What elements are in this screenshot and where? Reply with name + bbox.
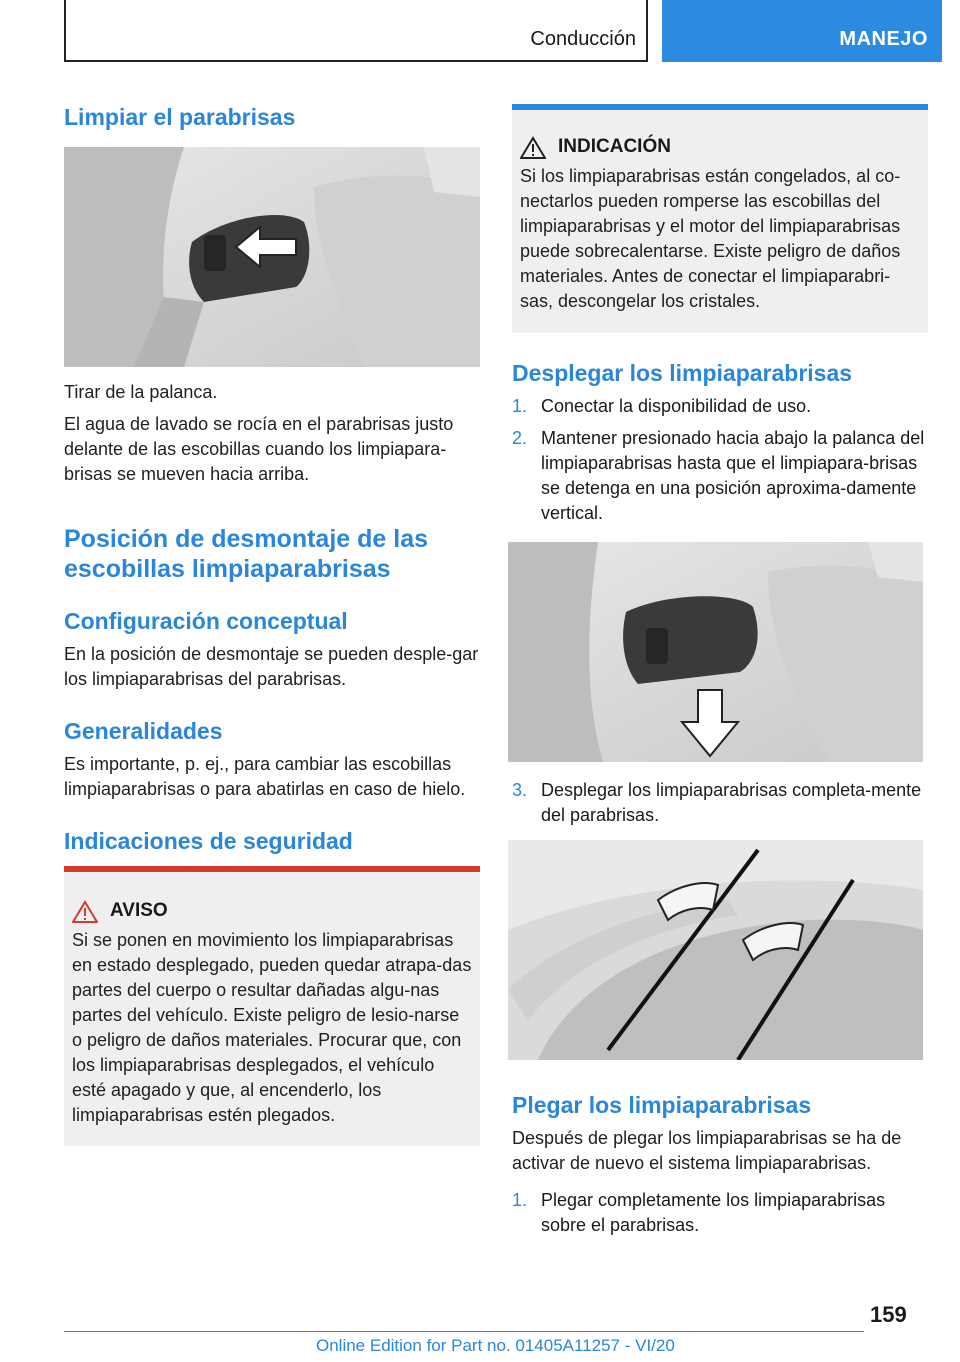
warning-aviso-box xyxy=(64,866,480,1146)
heading-plegar: Plegar los limpiaparabrisas xyxy=(512,1092,812,1118)
illustration-windshield-wipers xyxy=(508,840,923,1060)
illustration-lever-pull xyxy=(64,147,480,367)
page-number: 159 xyxy=(870,1302,907,1327)
figure-wipers-unfold xyxy=(508,840,923,1060)
list-item: 1. Conectar la disponibilidad de uso. xyxy=(512,396,812,416)
aviso-title: AVISO xyxy=(110,900,168,922)
footer-divider xyxy=(64,1331,864,1332)
indicacion-text: Si los limpiaparabrisas están congelados, al co-nectarlos pueden romperse las escobillas del limpiaparabrisas y el motor del limpiaparabrisas puede sobrecalentarse. Existe peligro de daños materiales. Antes de conectar el limpiaparabri-sas, descongelar los cristales. xyxy=(520,166,901,311)
footer-edition-text: Online Edition for Part no. 01405A11257 - VI/20 xyxy=(316,1336,675,1355)
figure-wiper-lever-down xyxy=(508,542,923,762)
indicacion-header xyxy=(520,136,920,160)
text-configuracion: En la posición de desmontaje se pueden desple-gar los limpiaparabrisas del parabrisas. xyxy=(64,644,479,689)
heading-limpiar: Limpiar el parabrisas xyxy=(64,104,296,130)
list-item: 2. Mantener presionado hacia abajo la palanca del limpiaparabrisas hasta que el limpiapara-brisas se detenga en una posición aproxima-damente vertical. xyxy=(512,428,925,523)
steps-desplegar-list xyxy=(512,394,928,524)
header-section-title: Conducción xyxy=(530,28,636,50)
aviso-header xyxy=(72,900,472,924)
heading-generalidades: Generalidades xyxy=(64,718,223,744)
text-agua-lavado: El agua de lavado se rocía en el parabrisas justo delante de las escobillas cuando los limpiapara-brisas se mueven hacia arriba. xyxy=(64,414,454,484)
text-generalidades: Es importante, p. ej., para cambiar las escobillas limpiaparabrisas o para abatirlas en caso de hielo. xyxy=(64,754,466,799)
list-item: 3. Desplegar los limpiaparabrisas completa-mente del parabrisas. xyxy=(512,780,922,825)
note-indicacion-box xyxy=(512,104,928,333)
heading-desplegar: Desplegar los limpiaparabrisas xyxy=(512,360,853,386)
indicacion-title: INDICACIÓN xyxy=(558,136,671,158)
header-left-frame xyxy=(64,0,648,62)
heading-posicion-line1: Posición de desmontaje de las xyxy=(64,525,429,553)
heading-posicion-line2: escobillas limpiaparabrisas xyxy=(64,555,391,583)
text-tirar: Tirar de la palanca. xyxy=(64,382,218,402)
heading-seguridad: Indicaciones de seguridad xyxy=(64,828,353,854)
illustration-lever-down xyxy=(508,542,923,762)
text-plegar: Después de plegar los limpiaparabrisas se ha de activar de nuevo el sistema limpiaparabrisas. xyxy=(512,1128,902,1173)
aviso-text: Si se ponen en movimiento los limpiaparabrisas en estado desplegado, pueden quedar atrapa-das partes del cuerpo o resultar dañadas algu-nas partes del vehículo. Existe peligro de lesio-narse o peligro de daños materiales. Procurar que, con los limpiaparabrisas desplegados, el vehículo esté apagado y que, al encenderlo, los limpiaparabrisas estén plegados. xyxy=(72,930,472,1125)
figure-wiper-lever-pull xyxy=(64,147,480,367)
header-chapter-tab[interactable]: MANEJO xyxy=(662,0,942,62)
warning-triangle-icon xyxy=(520,136,546,160)
heading-configuracion: Configuración conceptual xyxy=(64,608,348,634)
list-item: 1. Plegar completamente los limpiaparabrisas sobre el parabrisas. xyxy=(512,1190,886,1235)
warning-triangle-icon xyxy=(72,900,98,924)
